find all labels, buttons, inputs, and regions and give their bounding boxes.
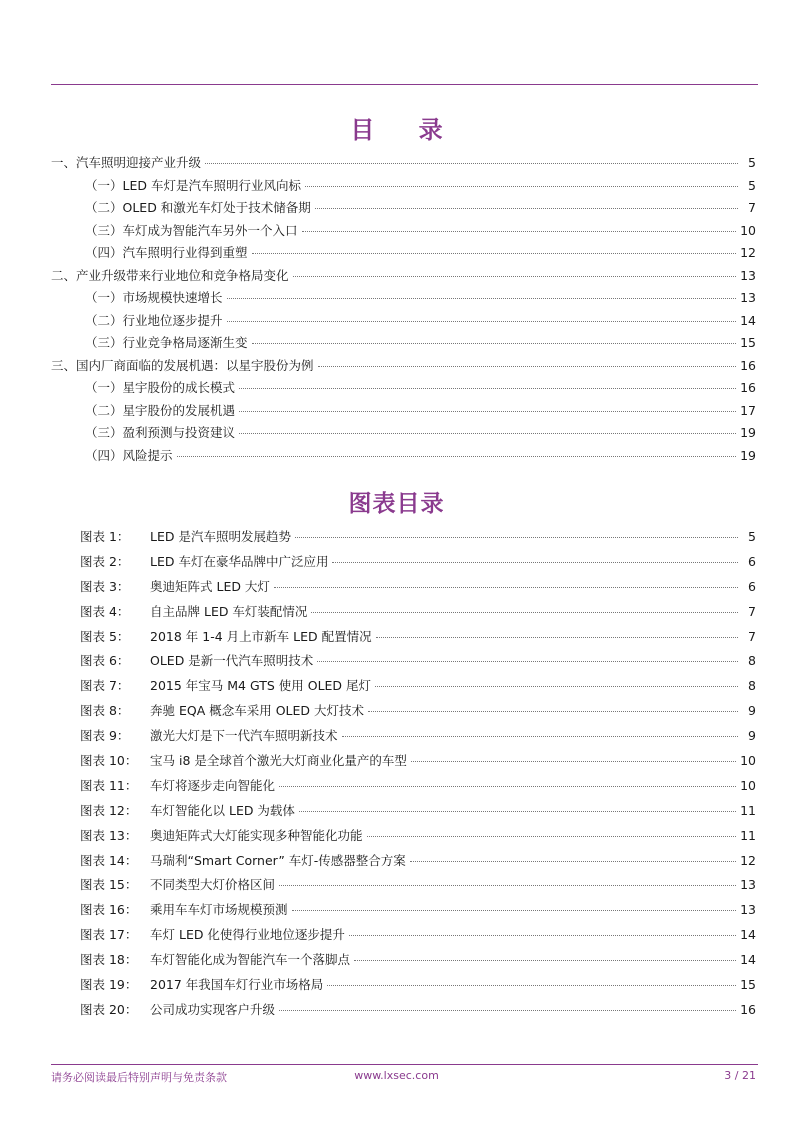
toc-entry-text: （四）风险提示 bbox=[85, 447, 173, 463]
figure-entry-text: 公司成功实现客户升级 bbox=[150, 1001, 276, 1017]
toc-entry[interactable] bbox=[51, 378, 756, 401]
toc-entry[interactable] bbox=[51, 356, 756, 379]
leader-dots bbox=[332, 561, 738, 563]
figure-entry[interactable] bbox=[80, 925, 756, 950]
figure-entry-label: 图表 2： bbox=[80, 553, 130, 569]
toc-entry-page: 19 bbox=[740, 447, 756, 463]
leader-dots bbox=[411, 760, 736, 762]
figure-entry-text: 奥迪矩阵式大灯能实现多种智能化功能 bbox=[150, 827, 363, 843]
toc-entry[interactable] bbox=[51, 288, 756, 311]
leader-dots bbox=[305, 185, 738, 187]
figure-entry-label: 图表 5： bbox=[80, 628, 130, 644]
figure-entry-label: 图表 8： bbox=[80, 703, 130, 719]
leader-dots bbox=[315, 207, 738, 209]
leader-dots bbox=[354, 959, 736, 961]
toc-entry-text: （四）汽车照明行业得到重塑 bbox=[85, 245, 248, 260]
figure-entry[interactable] bbox=[80, 577, 756, 602]
toc-entry[interactable] bbox=[51, 176, 756, 199]
figure-entry-text: 车灯将逐步走向智能化 bbox=[150, 777, 276, 793]
leader-dots bbox=[368, 710, 738, 712]
figure-index-list bbox=[80, 527, 756, 1025]
toc-entry-text: （三）行业竞争格局逐渐生变 bbox=[85, 335, 248, 350]
figure-entry-page: 13 bbox=[740, 877, 756, 893]
figure-entry-page: 13 bbox=[740, 902, 756, 918]
figure-entry-page: 10 bbox=[740, 753, 756, 769]
toc-entry-text: （二）行业地位逐步提升 bbox=[85, 312, 223, 328]
leader-dots bbox=[252, 252, 737, 254]
figure-entry-text: 奥迪矩阵式 LED 大灯 bbox=[150, 578, 270, 594]
toc-entry-page: 5 bbox=[748, 177, 756, 193]
toc-entry-text: （一）LED 车灯是汽车照明行业风向标 bbox=[85, 177, 301, 193]
figure-entry-text: LED 车灯在豪华品牌中广泛应用 bbox=[150, 553, 329, 569]
figure-entry[interactable] bbox=[80, 527, 756, 552]
toc-entry[interactable] bbox=[51, 198, 756, 221]
leader-dots bbox=[252, 342, 737, 344]
leader-dots bbox=[239, 410, 736, 412]
leader-dots bbox=[317, 660, 738, 662]
figure-entry-page: 10 bbox=[740, 777, 756, 793]
footer-website[interactable]: www.lxsec.com bbox=[354, 1069, 439, 1082]
leader-dots bbox=[299, 810, 736, 812]
leader-dots bbox=[292, 909, 737, 911]
figure-entry-text: 车灯 LED 化使得行业地位逐步提升 bbox=[150, 927, 345, 943]
figure-entry[interactable] bbox=[80, 801, 756, 826]
figure-entry-label: 图表 12： bbox=[80, 802, 138, 818]
toc-entry-text: 一、汽车照明迎接产业升级 bbox=[51, 155, 202, 170]
toc-entry-text: （三）盈利预测与投资建议 bbox=[85, 425, 236, 440]
leader-dots bbox=[311, 611, 738, 613]
figure-entry[interactable] bbox=[80, 651, 756, 676]
figure-entry-label: 图表 15： bbox=[80, 877, 138, 893]
leader-dots bbox=[318, 365, 737, 367]
figure-entry[interactable] bbox=[80, 851, 756, 876]
figure-entry-label: 图表 6： bbox=[80, 653, 130, 669]
header-rule bbox=[51, 84, 758, 85]
toc-entry-text: （二）OLED 和激光车灯处于技术储备期 bbox=[85, 200, 311, 215]
toc-entry-text: （三）车灯成为智能汽车另外一个入口 bbox=[85, 222, 298, 238]
toc-entry-page: 13 bbox=[740, 267, 756, 283]
figure-entry-label: 图表 20： bbox=[80, 1001, 138, 1017]
figure-entry[interactable] bbox=[80, 552, 756, 577]
figure-entry-label: 图表 1： bbox=[80, 529, 130, 544]
leader-dots bbox=[376, 636, 738, 638]
leader-dots bbox=[302, 230, 737, 232]
figure-entry-text: 乘用车车灯市场规模预测 bbox=[150, 902, 288, 918]
figure-entry-text: OLED 是新一代汽车照明技术 bbox=[150, 653, 314, 669]
figure-entry-text: LED 是汽车照明发展趋势 bbox=[150, 529, 291, 544]
figure-entry-label: 图表 13： bbox=[80, 827, 138, 843]
figure-entry-label: 图表 19： bbox=[80, 977, 138, 993]
toc-entry-text: （一）市场规模快速增长 bbox=[85, 290, 223, 305]
figure-entry-page: 11 bbox=[740, 802, 756, 818]
figure-entry-label: 图表 11： bbox=[80, 777, 138, 793]
figure-entry-page: 5 bbox=[748, 529, 756, 544]
toc-title: 目 录 bbox=[350, 116, 461, 144]
figure-entry-label: 图表 7： bbox=[80, 678, 130, 694]
figure-entry-label: 图表 18： bbox=[80, 952, 138, 968]
figure-entry-text: 2018 年 1-4 月上市新车 LED 配置情况 bbox=[150, 628, 372, 644]
leader-dots bbox=[177, 455, 737, 457]
figure-entry-page: 16 bbox=[740, 1001, 756, 1017]
figure-entry-label: 图表 9： bbox=[80, 728, 130, 744]
leader-dots bbox=[279, 1009, 736, 1011]
toc-entry[interactable] bbox=[51, 446, 756, 469]
toc-entry-page: 16 bbox=[740, 357, 756, 373]
figure-entry-page: 9 bbox=[748, 728, 756, 744]
toc-entry-text: 三、国内厂商面临的发展机遇：以星宇股份为例 bbox=[51, 357, 314, 373]
figure-entry-label: 图表 10： bbox=[80, 753, 138, 769]
figure-entry-text: 奔驰 EQA 概念车采用 OLED 大灯技术 bbox=[150, 703, 365, 719]
figure-entry-label: 图表 14： bbox=[80, 852, 138, 868]
leader-dots bbox=[293, 275, 737, 277]
figure-entry-page: 14 bbox=[740, 952, 756, 968]
figure-entry[interactable] bbox=[80, 627, 756, 652]
toc-entry-page: 13 bbox=[740, 290, 756, 305]
figure-entry[interactable] bbox=[80, 975, 756, 1000]
figure-entry-page: 9 bbox=[748, 703, 756, 719]
figure-entry-text: 宝马 i8 是全球首个激光大灯商业化量产的车型 bbox=[150, 753, 407, 769]
figure-entry[interactable] bbox=[80, 751, 756, 776]
figure-entry-page: 8 bbox=[748, 678, 756, 694]
figure-entry-page: 12 bbox=[740, 852, 756, 868]
figure-entry-page: 7 bbox=[748, 603, 756, 619]
figure-entry-page: 8 bbox=[748, 653, 756, 669]
figure-entry[interactable] bbox=[80, 726, 756, 751]
figure-entry[interactable] bbox=[80, 676, 756, 701]
toc-list bbox=[51, 153, 756, 468]
leader-dots bbox=[239, 387, 736, 389]
leader-dots bbox=[239, 432, 736, 434]
figure-entry-text: 马瑞利“Smart Corner” 车灯-传感器整合方案 bbox=[150, 852, 406, 868]
leader-dots bbox=[410, 860, 736, 862]
figure-entry-page: 6 bbox=[748, 553, 756, 569]
figure-entry-label: 图表 16： bbox=[80, 902, 138, 918]
figure-entry[interactable] bbox=[80, 701, 756, 726]
figure-entry[interactable] bbox=[80, 826, 756, 851]
toc-entry-text: 二、产业升级带来行业地位和竞争格局变化 bbox=[51, 267, 289, 283]
leader-dots bbox=[342, 735, 738, 737]
figure-entry[interactable] bbox=[80, 776, 756, 801]
figure-entry-page: 14 bbox=[740, 927, 756, 943]
toc-entry-page: 17 bbox=[740, 402, 756, 418]
leader-dots bbox=[349, 934, 736, 936]
toc-entry[interactable] bbox=[51, 423, 756, 446]
figure-entry-page: 7 bbox=[748, 628, 756, 644]
toc-entry-page: 14 bbox=[740, 312, 756, 328]
figure-entry-label: 图表 3： bbox=[80, 578, 130, 594]
figure-entry-text: 不同类型大灯价格区间 bbox=[150, 877, 276, 893]
toc-entry-page: 5 bbox=[748, 155, 756, 170]
leader-dots bbox=[367, 835, 737, 837]
toc-entry[interactable] bbox=[51, 266, 756, 289]
figure-entry-page: 11 bbox=[740, 827, 756, 843]
toc-entry-text: （二）星宇股份的发展机遇 bbox=[85, 402, 236, 418]
leader-dots bbox=[327, 984, 736, 986]
leader-dots bbox=[227, 320, 737, 322]
toc-entry[interactable] bbox=[51, 153, 756, 176]
toc-entry[interactable] bbox=[51, 401, 756, 424]
figure-entry-text: 自主品牌 LED 车灯装配情况 bbox=[150, 603, 308, 619]
figure-entry[interactable] bbox=[80, 1000, 756, 1025]
figure-entry-text: 车灯智能化以 LED 为载体 bbox=[150, 802, 295, 818]
toc-entry[interactable] bbox=[51, 221, 756, 244]
figure-entry-text: 激光大灯是下一代汽车照明新技术 bbox=[150, 728, 338, 744]
leader-dots bbox=[227, 297, 737, 299]
leader-dots bbox=[295, 536, 738, 538]
figure-entry-label: 图表 17： bbox=[80, 927, 138, 943]
figure-entry-text: 2017 年我国车灯行业市场格局 bbox=[150, 977, 324, 993]
figure-entry-text: 2015 年宝马 M4 GTS 使用 OLED 尾灯 bbox=[150, 678, 372, 694]
footer-page-number: 3 / 21 bbox=[724, 1069, 756, 1082]
toc-entry[interactable] bbox=[51, 311, 756, 334]
leader-dots bbox=[279, 785, 736, 787]
figure-entry-page: 15 bbox=[740, 977, 756, 993]
figure-entry[interactable] bbox=[80, 602, 756, 627]
figure-entry[interactable] bbox=[80, 950, 756, 975]
footer-disclaimer[interactable]: 请务必阅读最后特别声明与免责条款 bbox=[51, 1071, 227, 1084]
figure-entry-label: 图表 4： bbox=[80, 603, 130, 619]
toc-entry-text: （一）星宇股份的成长模式 bbox=[85, 380, 236, 395]
figure-index-title: 图表目录 bbox=[348, 491, 445, 517]
leader-dots bbox=[375, 685, 738, 687]
toc-entry-page: 16 bbox=[740, 380, 756, 395]
leader-dots bbox=[279, 884, 736, 886]
figure-entry[interactable] bbox=[80, 900, 756, 925]
toc-entry-page: 15 bbox=[740, 335, 756, 350]
toc-entry[interactable] bbox=[51, 333, 756, 356]
figure-entry[interactable] bbox=[80, 875, 756, 900]
toc-entry[interactable] bbox=[51, 243, 756, 266]
leader-dots bbox=[205, 162, 738, 164]
figure-entry-page: 6 bbox=[748, 578, 756, 594]
figure-entry-text: 车灯智能化成为智能汽车一个落脚点 bbox=[150, 952, 351, 968]
toc-entry-page: 19 bbox=[740, 425, 756, 440]
leader-dots bbox=[274, 586, 738, 588]
toc-entry-page: 7 bbox=[748, 200, 756, 215]
footer-rule bbox=[51, 1064, 758, 1065]
toc-entry-page: 12 bbox=[740, 245, 756, 260]
toc-entry-page: 10 bbox=[740, 222, 756, 238]
